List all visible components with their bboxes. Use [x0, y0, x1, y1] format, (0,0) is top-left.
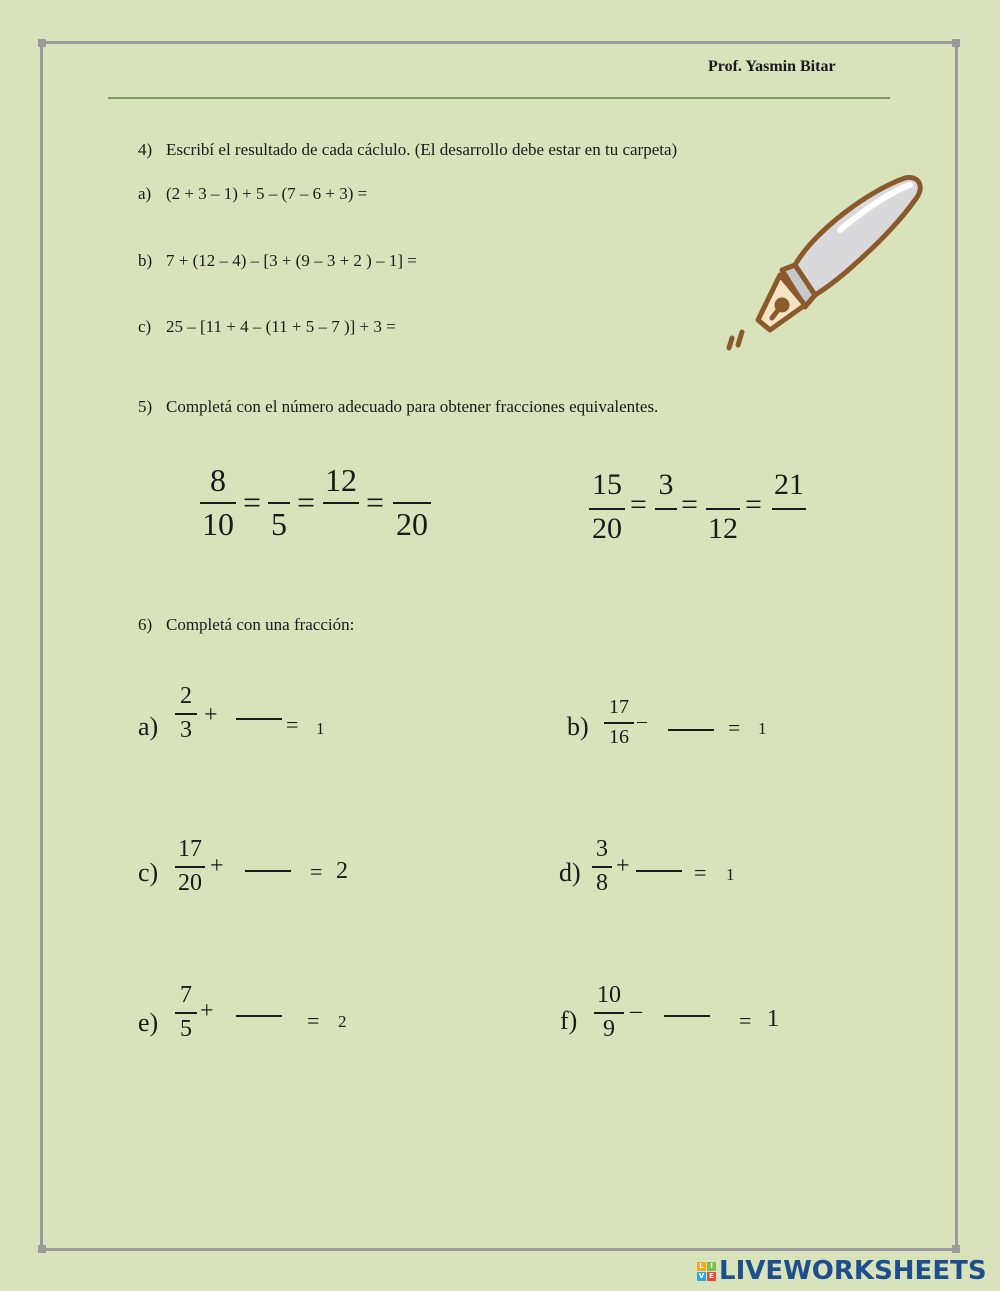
logo-text: LIVEWORKSHEETS: [719, 1256, 987, 1286]
equals-sign: =: [310, 859, 323, 884]
numerator: 2: [180, 683, 192, 709]
numerator: 3: [658, 468, 674, 501]
item-label: c): [138, 317, 152, 336]
denominator: 3: [180, 717, 192, 743]
denominator: 5: [271, 506, 287, 542]
equals-sign: =: [286, 712, 299, 737]
item-label: c): [138, 858, 159, 887]
operator: –: [637, 710, 647, 732]
denominator-blank[interactable]: [655, 514, 677, 548]
operator: +: [616, 853, 630, 879]
item-label: b): [567, 712, 589, 741]
denominator: 9: [603, 1016, 615, 1042]
item-label: f): [560, 1006, 578, 1035]
header-rule: [108, 97, 890, 99]
result: 1: [767, 1006, 779, 1032]
denominator: 20: [396, 506, 428, 542]
denominator: 20: [178, 870, 202, 896]
q5-number: 5): [138, 397, 153, 416]
q4-number: 4): [138, 140, 153, 159]
frame-corner: [952, 39, 960, 47]
answer-blank[interactable]: [236, 718, 282, 720]
denominator: 16: [609, 726, 629, 748]
equals-sign: =: [297, 484, 316, 520]
denominator: 5: [180, 1016, 192, 1042]
numerator-blank[interactable]: [268, 464, 290, 498]
equals-sign: =: [243, 484, 262, 520]
item-label: e): [138, 1008, 159, 1037]
fraction: [175, 983, 197, 1043]
answer-blank[interactable]: [236, 1015, 282, 1017]
q6-number: 6): [138, 615, 153, 634]
operator: –: [630, 998, 642, 1024]
fraction: [175, 684, 197, 744]
numerator: 12: [325, 462, 357, 498]
liveworksheets-logo: [697, 1256, 987, 1286]
operator: +: [204, 702, 218, 728]
operator: +: [210, 853, 224, 879]
equals-sign: =: [630, 488, 647, 521]
q4-item-c: [138, 317, 396, 337]
q4-prompt: [138, 140, 677, 160]
answer-blank[interactable]: [245, 870, 291, 872]
fraction: [604, 697, 634, 749]
q5-prompt: [138, 397, 658, 417]
fraction: [589, 470, 625, 548]
fountain-pen-icon: [720, 170, 930, 365]
denominator: 8: [596, 870, 608, 896]
result: 1: [726, 865, 735, 884]
item-expression: 7 + (12 – 4) – [3 + (9 – 3 + 2 ) – 1] =: [166, 251, 417, 270]
fraction: [592, 837, 612, 897]
result: 1: [316, 719, 325, 738]
fraction: [594, 983, 624, 1043]
q6-prompt: [138, 615, 354, 635]
denominator-blank[interactable]: [772, 514, 806, 548]
item-label: b): [138, 251, 153, 270]
fraction: [772, 470, 806, 548]
numerator: 17: [178, 836, 202, 862]
author-name: Prof. Yasmin Bitar: [708, 58, 836, 75]
operator: +: [200, 998, 214, 1024]
fraction: [268, 464, 290, 542]
answer-blank[interactable]: [668, 729, 714, 731]
fraction: [706, 470, 740, 548]
item-expression: (2 + 3 – 1) + 5 – (7 – 6 + 3) =: [166, 184, 368, 203]
item-label: d): [559, 858, 581, 887]
denominator: 12: [708, 512, 738, 545]
result: 2: [336, 858, 348, 884]
frame-corner: [38, 1245, 46, 1253]
item-label: a): [138, 184, 152, 203]
frame-corner: [38, 39, 46, 47]
equals-sign: =: [728, 715, 741, 740]
denominator: 20: [592, 512, 622, 545]
result: 1: [758, 719, 767, 738]
numerator: 15: [592, 468, 622, 501]
logo-tiles-icon: L I V E: [697, 1262, 716, 1281]
result: 2: [338, 1012, 347, 1031]
equals-sign: =: [366, 484, 385, 520]
numerator: 21: [774, 468, 804, 501]
equals-sign: =: [694, 860, 707, 885]
denominator: 10: [202, 506, 234, 542]
answer-blank[interactable]: [664, 1015, 710, 1017]
numerator: 7: [180, 982, 192, 1008]
fraction: [655, 470, 677, 548]
q4-item-a: [138, 184, 367, 204]
numerator-blank[interactable]: [393, 464, 431, 498]
numerator: 17: [609, 696, 629, 718]
q4-text: Escribí el resultado de cada cáclulo. (El desarrollo debe estar en tu carpeta): [166, 140, 678, 159]
frame-corner: [952, 1245, 960, 1253]
fraction: [200, 464, 236, 542]
q4-item-b: [138, 251, 417, 271]
numerator: 3: [596, 836, 608, 862]
equals-sign: =: [745, 488, 762, 521]
item-label: a): [138, 712, 159, 741]
numerator: 10: [597, 982, 621, 1008]
item-expression: 25 – [11 + 4 – (11 + 5 – 7 )] + 3 =: [166, 317, 396, 336]
answer-blank[interactable]: [636, 870, 682, 872]
numerator: 8: [210, 462, 226, 498]
q6-text: Completá con una fracción:: [166, 615, 355, 634]
fraction: [393, 464, 431, 542]
q5-text: Completá con el número adecuado para obtener fracciones equivalentes.: [166, 397, 659, 416]
equals-sign: =: [681, 488, 698, 521]
equals-sign: =: [739, 1008, 752, 1033]
fraction: [323, 464, 359, 542]
fraction: [175, 837, 205, 897]
equals-sign: =: [307, 1008, 320, 1033]
denominator-blank[interactable]: [323, 508, 359, 542]
numerator-blank[interactable]: [706, 470, 740, 504]
